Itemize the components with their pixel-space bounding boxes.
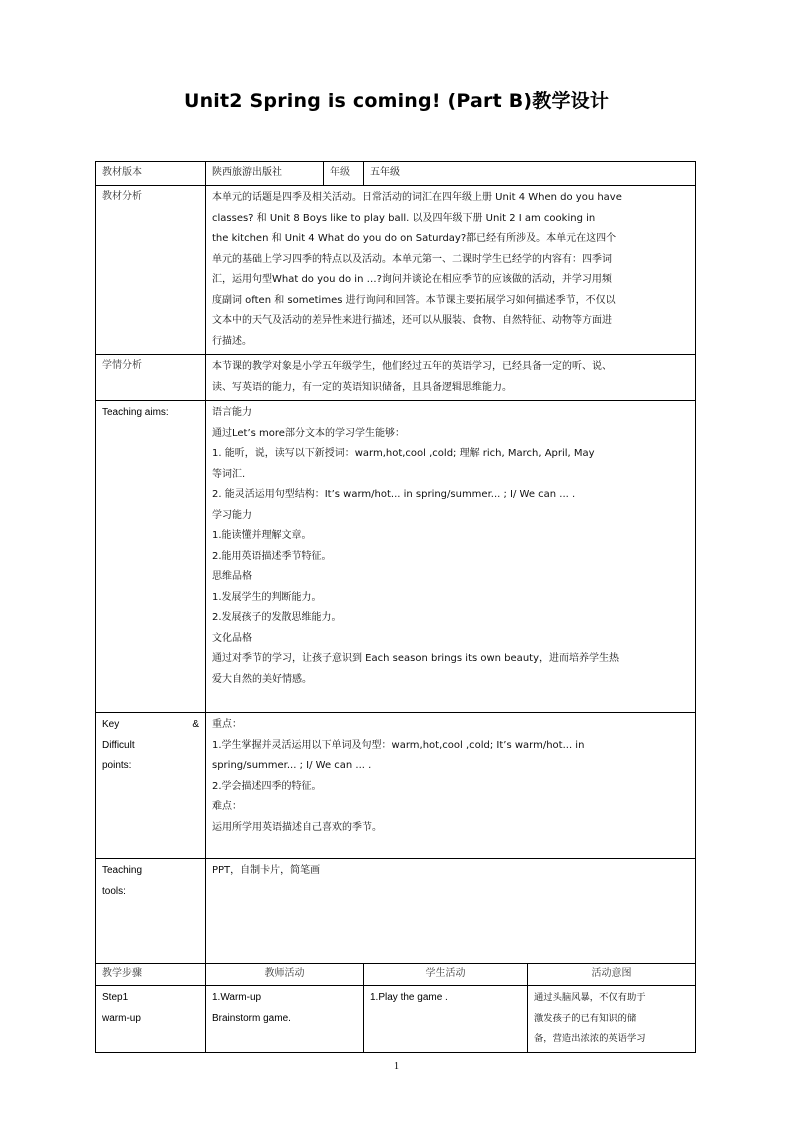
students-line: 读、写英语的能力，有一定的英语知识储备，且具备逻辑思维能力。 bbox=[212, 381, 512, 393]
analysis-line: 文本中的天气及活动的差异性来进行描述，还可以从服装、食物、自然特征、动物等方面进 bbox=[212, 315, 612, 326]
teaching-tools-label bbox=[96, 859, 206, 964]
textbook-value: 陕西旅游出版社 bbox=[206, 162, 324, 186]
key-word: Key bbox=[102, 719, 120, 730]
aims-line: 爱大自然的美好情感。 bbox=[212, 673, 312, 685]
step1-label-line2: warm-up bbox=[102, 1012, 141, 1024]
teaching-aims-content bbox=[206, 401, 696, 713]
analysis-line: 行描述。 bbox=[212, 335, 252, 347]
key-line: 难点： bbox=[212, 801, 242, 812]
step1-label-line1: Step1 bbox=[102, 992, 129, 1003]
page-number: 1 bbox=[394, 1061, 399, 1072]
analysis-line: classes? 和 Unit 8 Boys like to play ball. 以及四年级下册 Unit 2 I am cooking in bbox=[212, 212, 596, 224]
key-line: 2.学会描述四季的特征。 bbox=[212, 780, 322, 792]
row-steps-header bbox=[96, 964, 696, 986]
row-students bbox=[96, 355, 696, 401]
key-points-label bbox=[96, 713, 206, 859]
key-line: 运用所学用英语描述自己喜欢的季节。 bbox=[212, 821, 382, 833]
students-line: 本节课的教学对象是小学五年级学生，他们经过五年的英语学习，已经具备一定的听、说、 bbox=[212, 361, 612, 372]
students-label: 学情分析 bbox=[96, 355, 206, 401]
row-step1 bbox=[96, 986, 696, 1053]
aims-line: 通过对季节的学习，让孩子意识到 Each season brings its own beauty，进而培养学生热 bbox=[212, 653, 619, 664]
steps-header-student: 学生活动 bbox=[364, 964, 528, 986]
steps-header-intent: 活动意图 bbox=[528, 964, 696, 986]
analysis-content bbox=[206, 186, 696, 355]
step1-label bbox=[96, 986, 206, 1053]
key-points-label-line1 bbox=[102, 715, 199, 736]
teaching-tools-label-line1: Teaching bbox=[102, 865, 143, 876]
key-points-label-line2: Difficult bbox=[102, 739, 135, 751]
row-teaching-tools bbox=[96, 859, 696, 964]
analysis-label: 教材分析 bbox=[96, 186, 206, 355]
aims-line: 通过Let’s more部分文本的学习学生能够： bbox=[212, 427, 405, 439]
row-analysis bbox=[96, 186, 696, 355]
lesson-plan-table bbox=[95, 161, 696, 1053]
key-points-label-line3: points: bbox=[102, 760, 132, 771]
key-line: spring/summer... ; I/ We can ... . bbox=[212, 760, 372, 771]
aims-line: 2.发展孩子的发散思维能力。 bbox=[212, 612, 342, 623]
teaching-tools-value: PPT，自制卡片，简笔画 bbox=[206, 859, 696, 964]
aims-line: 等词汇. bbox=[212, 468, 246, 480]
grade-label: 年级 bbox=[324, 162, 364, 186]
key-line: 1.学生掌握并灵活运用以下单词及句型：warm,hot,cool ,cold; It’s warm/hot... in bbox=[212, 739, 585, 751]
teaching-aims-label: Teaching aims: bbox=[96, 401, 206, 713]
analysis-line: 单元的基础上学习四季的特点以及活动。本单元第一、二课时学生已经学的内容有：四季词 bbox=[212, 253, 612, 265]
step1-teacher bbox=[206, 986, 364, 1053]
document-title: Unit2 Spring is coming! (Part B)教学设计 bbox=[183, 90, 610, 112]
students-content bbox=[206, 355, 696, 401]
aims-line: 2.能用英语描述季节特征。 bbox=[212, 550, 332, 562]
aims-line: 思维品格 bbox=[212, 571, 252, 582]
teaching-tools-label-line2: tools: bbox=[102, 885, 126, 897]
row-textbook bbox=[96, 162, 696, 186]
step1-intent-line: 激发孩子的已有知识的储 bbox=[534, 1012, 637, 1024]
analysis-line: the kitchen 和 Unit 4 What do you do on Saturday?都已经有所涉及。本单元在这四个 bbox=[212, 233, 617, 244]
row-teaching-aims bbox=[96, 401, 696, 713]
step1-student: 1.Play the game . bbox=[364, 986, 528, 1053]
grade-value: 五年级 bbox=[364, 162, 696, 186]
aims-line: 文化品格 bbox=[212, 632, 252, 644]
aims-line: 语言能力 bbox=[212, 407, 252, 418]
ampersand: & bbox=[192, 719, 199, 730]
aims-line: 1. 能听，说，读写以下新授词：warm,hot,cool ,cold; 理解 rich, March, April, May bbox=[212, 448, 595, 459]
key-points-content bbox=[206, 713, 696, 859]
step1-teacher-line1: 1.Warm-up bbox=[212, 992, 262, 1003]
steps-header-teacher: 教师活动 bbox=[206, 964, 364, 986]
step1-intent bbox=[528, 986, 696, 1053]
row-key-points bbox=[96, 713, 696, 859]
step1-teacher-line2: Brainstorm game. bbox=[212, 1012, 291, 1024]
step1-intent-line: 备，营造出浓浓的英语学习 bbox=[534, 1033, 646, 1044]
aims-line: 2. 能灵活运用句型结构：It’s warm/hot... in spring/summer... ; I/ We can ... . bbox=[212, 489, 576, 500]
aims-line: 1.能读懂并理解文章。 bbox=[212, 530, 312, 541]
analysis-line: 汇，运用句型What do you do in …?询问并谈论在相应季节的应该做的活动，并学习用频 bbox=[212, 274, 612, 285]
key-line: 重点： bbox=[212, 719, 242, 730]
steps-header-step: 教学步骤 bbox=[96, 964, 206, 986]
textbook-label: 教材版本 bbox=[96, 162, 206, 186]
step1-intent-line: 通过头脑风暴，不仅有助于 bbox=[534, 992, 646, 1003]
analysis-line: 本单元的话题是四季及相关活动。日常活动的词汇在四年级上册 Unit 4 When do you have bbox=[212, 192, 622, 203]
analysis-line: 度副词 often 和 sometimes 进行询问和回答。本节课主要拓展学习如何描述季节，不仅以 bbox=[212, 294, 616, 306]
aims-line: 1.发展学生的判断能力。 bbox=[212, 591, 322, 603]
aims-line: 学习能力 bbox=[212, 509, 252, 521]
